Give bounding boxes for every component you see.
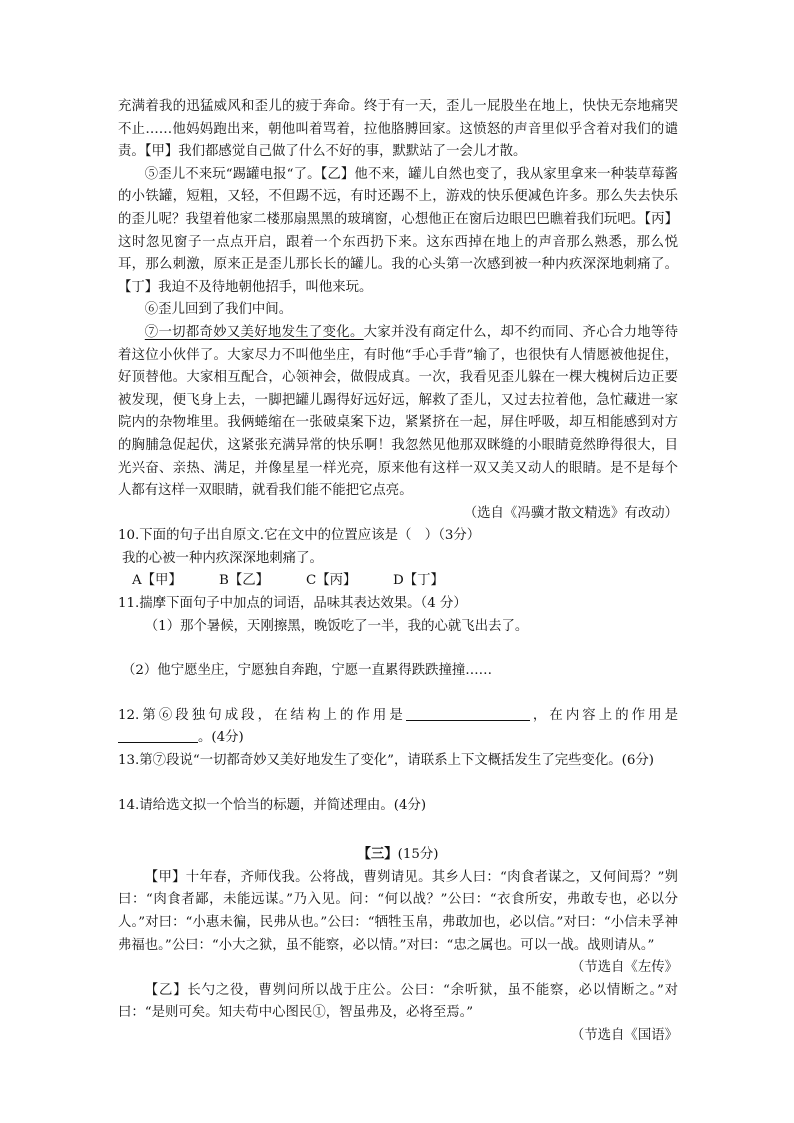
question-11-item-2: （2）他宁愿坐庄，宁愿独自奔跑，宁愿一直累得跌跌撞撞…… — [122, 663, 493, 679]
answer-blank-content[interactable] — [118, 728, 198, 743]
passage-yi: 【乙】长勺之役，曹刿问所以战于庄公。公曰：“余听狱，虽不能察，必以情断之。”对曰：“是则可矣。知夫苟中心图民①，智虽弗及，必将至焉。” — [118, 982, 678, 1021]
question-11: 11.揣摩下面句子中加点的词语，品味其表达效果。（4 分） — [118, 596, 467, 612]
underlined-sentence: ⑦一切都奇妙又美好地发生了变化。 — [144, 324, 364, 340]
source-citation-3: （节选自《国语》 — [570, 1027, 678, 1043]
choice-d: D【丁】 — [393, 573, 444, 589]
question-14: 14.请给选文拟一个恰当的标题，并简述理由。(4分) — [118, 797, 427, 813]
choice-c: C【丙】 — [306, 573, 357, 589]
paragraph-6: ⑥歪儿回到了我们中间。 — [144, 302, 293, 318]
passage-jia: 【甲】十年春，齐师伐我。公将战，曹刿请见。其乡人曰：“肉食者谋之，又何间焉？”刿曰：“肉食者鄙，未能远谋。”乃入见。问：“何以战？”公曰：“衣食所安，弗敢专也，必以分人。”对曰：“小惠未徧，民弗从也。”公曰：“牺牲玉帛，弗敢加也，必以信。”对曰：“小信未孚神弗福也。”公曰：“小大之狱，虽不能察，必以情。”对曰：“忠之属也。可以一战。战则请从。” — [118, 869, 678, 953]
question-12: 12.第⑥段独句成段，在结构上的作用是 ，在内容上的作用是。(4分) — [118, 707, 678, 746]
paragraph-7-rest: 大家并没有商定什么，却不约而同、齐心合力地等待着这位小伙伴了。大家尽力不叫他坐庄，有时他“手心手背”输了，也很快有人情愿被他捉住，好顶替他。大家相互配合，心领神会，做假成真。一次，我看见歪儿躲在一棵大槐树后边正要被发现，便飞身上去，一脚把罐儿踢得好远好远，解救了歪儿，又过去拉着他，急忙藏进一家院内的杂物堆里。我俩蜷缩在一张破桌案下边，紧紧挤在一起，屏住呼吸，却互相能感到对方的胸脯急促起伏，这紧张充满异常的快乐啊！我忽然见他那双眯缝的小眼睛竟然睁得很大，目光兴奋、亲热、满足，并像星星一样光亮，原来他有这样一双又美又动人的眼睛。是不是每个人都有这样一双眼睛，就看我们能不能把它点亮。 — [118, 324, 679, 499]
question-13: 13.第⑦段说“一切都奇妙又美好地发生了变化”，请联系上下文概括发生了完些变化。(6分) — [118, 753, 655, 769]
source-citation-2: （节选自《左传》 — [570, 960, 678, 976]
paragraph-7 — [118, 322, 678, 503]
choice-a: A【甲】 — [132, 573, 182, 589]
paragraph-continued: 充满着我的迅猛威风和歪儿的疲于奔命。终于有一天，歪儿一屁股坐在地上，快快无奈地痛哭不止……他妈妈跑出来，朝他叫着骂着，拉他胳膊回家。这愤怒的声音里似乎含着对我们的谴责。【甲】我们都感觉自己做了什么不好的事，默默站了一会儿才散。 — [118, 99, 678, 160]
question-10-choices — [118, 570, 678, 593]
paragraph-5: ⑤歪儿不来玩“踢罐电报“了。【乙】他不来，罐儿自然也变了，我从家里拿来一种装草莓酱的小铁罐，短粗，又轻，不但踢不远，有时还踢不上，游戏的快乐便减色许多。那么失去快乐的歪儿呢？我望着他家二楼那扇黑黑的玻璃窗，心想他正在窗后边眼巴巴瞧着我们玩吧。【丙】这时忽见窗子一点点开启，跟着一个东西扔下来。这东西掉在地上的声音那么熟悉，那么悦耳，那么刺激，原来正是歪儿那长长的罐儿。我的心头第一次感到被一种内疚深深地刺痛了。【丁】我迫不及待地朝他招手，叫他来玩。 — [118, 166, 678, 295]
answer-blank-structure[interactable] — [406, 706, 530, 721]
choice-b: B【乙】 — [219, 573, 270, 589]
document-page — [118, 96, 678, 1048]
question-10-sentence: 我的心被一种内疚深深地刺痛了。 — [122, 550, 323, 566]
section-3-heading: 【三】(15分) — [357, 846, 439, 863]
question-11-item-1: （1）那个暑候，天刚擦黑，晚饭吃了一半，我的心就飞出去了。 — [144, 618, 529, 634]
source-citation-1: （选自《冯骥才散文精选》有改动） — [463, 505, 678, 521]
question-10: 10.下面的句子出自原文.它在文中的位置应该是（ ）（3分） — [118, 528, 481, 544]
